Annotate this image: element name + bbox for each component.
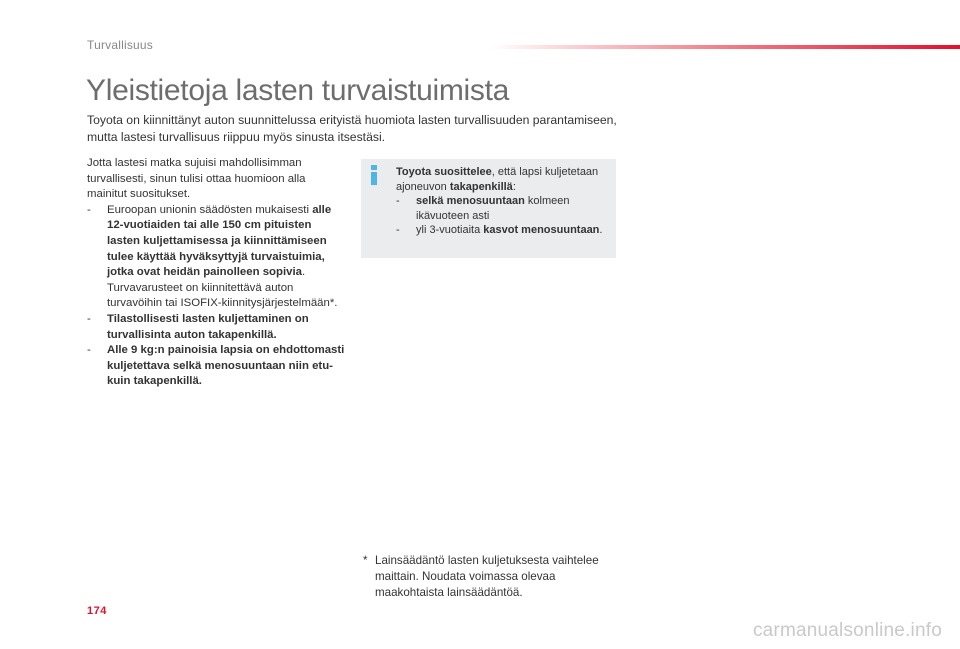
info-item-bold: kasvot menosuuntaan: [483, 224, 600, 237]
list-dash: -: [396, 195, 400, 208]
left-lead-paragraph: Jotta lastesi matka sujuisi mahdollisimman turvallisesti, sinun tulisi ottaa huomioon alla mainitut suositukset.: [87, 157, 306, 201]
intro-paragraph: Toyota on kiinnittänyt auton suunnittelussa erityistä huomiota lasten turvallisuuden parantamiseen, mutta lastesi turvallisuus riippuu myös sinusta itsestäsi.: [87, 113, 617, 144]
info-lead: [396, 165, 610, 194]
header-accent-bar: [490, 45, 960, 49]
footnote-star: *: [363, 554, 368, 567]
list-dash: -: [396, 224, 400, 237]
info-lead-bold-2: takapenkillä: [449, 180, 513, 193]
info-icon: [367, 165, 381, 185]
section-label: Turvallisuus: [87, 38, 153, 52]
info-item-end: .: [599, 224, 603, 237]
left-column: [87, 156, 347, 390]
list-dash: -: [87, 344, 91, 357]
info-lead-end: :: [512, 180, 516, 193]
info-item-text: yli 3-vuotiaita: [416, 224, 484, 237]
list-dash: -: [87, 203, 91, 216]
page-title: Yleistietoja lasten turvaistuimista: [86, 74, 510, 107]
list-dash: -: [87, 312, 91, 325]
info-item-bold: selkä menosuuntaan: [416, 195, 525, 208]
info-list: [396, 194, 610, 238]
list-item: [87, 343, 347, 390]
item-text-after: . Turvavarusteet on kiinnitettävä auton turvavöihin tai ISOFIX-kiinnitysjärjestelmään*.: [107, 266, 338, 310]
info-text: [396, 165, 610, 238]
recommendation-list: [87, 203, 347, 390]
footnote: [363, 553, 623, 601]
info-lead-text: , että lapsi kuljetetaan ajoneuvon: [396, 166, 599, 193]
list-item: [396, 194, 610, 223]
info-lead-bold: Toyota suosittelee: [396, 166, 492, 178]
list-item: [396, 223, 610, 238]
watermark: carmanualsonline.info: [752, 620, 942, 641]
info-box: [361, 159, 616, 258]
list-item: [87, 203, 347, 312]
footnote-text: Lainsäädäntö lasten kuljetuksesta vaihtelee maittain. Noudata voimassa olevaa maakohtaista lainsäädäntöä.: [375, 554, 599, 599]
info-item-text: kolmeen ikävuoteen asti: [416, 195, 570, 222]
page-number: 174: [87, 605, 107, 617]
item-bold-text: Tilastollisesti lasten kuljettaminen on turvallisinta auton takapenkillä.: [107, 312, 309, 341]
item-bold-text: alle 12-vuotiaiden tai alle 150 cm pituisten lasten kuljettamisessa ja kiinnittämiseen tulee käyttää hyväksyttyjä turvaistuimia, jotka ovat heidän painolleen sopivia: [107, 203, 332, 279]
list-item: [87, 312, 347, 343]
item-bold-text: Alle 9 kg:n painoisia lapsia on ehdottomasti kuljetettava selkä menosuuntaan niin etu- kuin takapenkillä.: [107, 344, 345, 388]
item-text: Euroopan unionin säädösten mukaisesti: [107, 203, 310, 216]
